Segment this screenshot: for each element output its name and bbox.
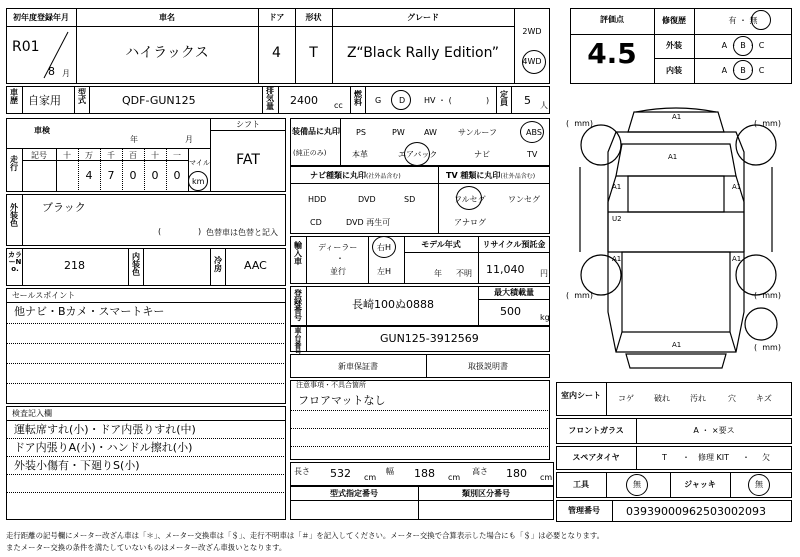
shape-label: 形状	[305, 13, 322, 22]
fuel-hv-close: )	[486, 96, 490, 105]
new-car-warranty: 新車保証書	[338, 362, 378, 371]
car-diagram	[556, 92, 796, 378]
exterior-grades: A ・ B ・ C	[721, 41, 765, 50]
spare-kit: 修理 KIT	[698, 453, 730, 462]
damage-mark: A1	[672, 113, 682, 121]
person-unit: 人	[540, 101, 548, 110]
mm-label: ( mm)	[754, 119, 781, 128]
footer-line-1: 走行距離の記号欄にメーター改ざん車は「＊」、メーター交換車は「＄」、走行不明車は「＃」を記入してください。メーター交換で合算表示した場合にも「＄」は必要となります。	[6, 531, 605, 540]
mgmt-number: 03939000962503002093	[626, 505, 766, 518]
equip-abs: ABS	[526, 128, 542, 137]
digit-value: 0	[129, 169, 137, 182]
divider	[6, 323, 286, 324]
divider	[89, 86, 90, 114]
divider	[340, 118, 341, 166]
equip-tv: TV	[527, 150, 538, 159]
interior-label: 内装	[666, 66, 682, 75]
damage-mark: U2	[612, 215, 622, 223]
plate-number: 長崎100ぬ0888	[352, 298, 434, 311]
tv-analog: アナログ	[454, 218, 486, 227]
body-shape: T	[309, 45, 318, 61]
score-value: 4.5	[587, 37, 637, 70]
usage-value: 自家用	[28, 94, 61, 107]
digit-label: 十	[63, 151, 71, 160]
digit-label: 百	[129, 151, 137, 160]
digit-value: 0	[173, 169, 181, 182]
fuel-label: 燃料	[354, 90, 362, 107]
fuel-hv: HV ・ (	[424, 96, 452, 105]
divider	[511, 86, 512, 114]
digit-value: 0	[151, 169, 159, 182]
divider	[290, 183, 550, 184]
width-label: 幅	[386, 467, 394, 476]
equipment-label: 装備品に丸印	[292, 127, 340, 136]
equipment-sub: (純正のみ)	[293, 149, 327, 157]
height-value: 180	[506, 467, 527, 480]
import-label: 輸入車	[294, 241, 302, 266]
reg-month: 8	[48, 65, 55, 78]
repair-selected-circle	[751, 10, 771, 30]
tv-type-label: TV 種類に丸印(社外品含む)	[446, 171, 536, 180]
divider	[654, 34, 792, 35]
divider	[478, 299, 550, 300]
spare-dot: ・	[742, 453, 750, 462]
tv-oneseg: ワンセグ	[508, 195, 540, 204]
model-year-value: 不明	[456, 269, 472, 278]
type-cert-label: 型式指定番号	[330, 489, 378, 498]
grade-label: グレード	[407, 13, 439, 22]
equip-airbag: エアバック	[398, 150, 438, 159]
nav-hdd: HDD	[308, 195, 327, 204]
symbol-label: 記号	[31, 151, 47, 160]
seat-burn: コゲ	[618, 394, 634, 403]
divider	[612, 500, 613, 522]
car-name: ハイラックス	[125, 45, 209, 61]
nav-dvd: DVD	[358, 195, 376, 204]
capacity-value: 5	[524, 94, 531, 107]
digit-label: 一	[173, 151, 181, 160]
header-divider	[6, 26, 514, 27]
divider	[22, 86, 23, 114]
grade-value: Z“Black Rally Edition”	[347, 45, 499, 61]
inspector-line: 運転席すれ(小)・ドア内張りすれ(中)	[14, 423, 196, 436]
cc-unit: cc	[334, 101, 343, 110]
divider	[306, 326, 307, 352]
divider	[365, 86, 366, 114]
glass-label: フロントガラス	[568, 426, 624, 435]
notes-box	[290, 380, 550, 460]
divider	[210, 248, 211, 286]
divider	[6, 383, 286, 384]
divider	[6, 456, 286, 457]
divider	[6, 343, 286, 344]
damage-mark: A1	[612, 183, 622, 191]
inspector-label: 検査記入欄	[12, 409, 52, 418]
divider	[210, 130, 286, 131]
model-label: 型式	[78, 88, 86, 105]
tv-fullseg: フルセグ	[454, 195, 486, 204]
seat-dirt: 汚れ	[690, 394, 706, 403]
divider	[6, 148, 210, 149]
mgmt-label: 管理番号	[568, 506, 600, 515]
drive-4wd: 4WD	[522, 57, 542, 66]
seat-hole: 穴	[728, 394, 736, 403]
fuel-d: D	[399, 96, 406, 105]
equip-aw: AW	[424, 128, 437, 137]
mm-label: ( mm)	[754, 291, 781, 300]
divider	[74, 86, 75, 114]
divider	[6, 363, 286, 364]
ac-value: AAC	[244, 259, 267, 272]
divider	[6, 492, 286, 493]
nav-sd: SD	[404, 195, 416, 204]
seat-tear: 破れ	[654, 394, 670, 403]
divider	[6, 302, 286, 303]
notes-label: 注意事項・不具合箇所	[296, 381, 366, 389]
shift-label: シフト	[236, 120, 260, 129]
divider	[6, 474, 286, 475]
import-dealer: ディーラー	[318, 243, 358, 252]
divider	[290, 410, 550, 411]
divider	[438, 166, 439, 234]
height-unit: cm	[540, 473, 553, 482]
shift-value: FAT	[236, 152, 260, 168]
displacement-value: 2400	[290, 94, 318, 107]
chassis-label: 車台番号	[294, 327, 302, 356]
height-label: 高さ	[472, 467, 488, 476]
jack-label: ジャッキ	[684, 480, 716, 489]
interior-grades: A ・ B ・ C	[721, 66, 765, 75]
door-count: 4	[272, 45, 281, 61]
divider	[606, 472, 607, 498]
divider	[350, 86, 351, 114]
max-load-label: 最大積載量	[494, 288, 534, 297]
divider	[654, 58, 792, 59]
mm-label: ( mm)	[566, 119, 593, 128]
color-value: ブラック	[42, 201, 86, 214]
length-value: 532	[330, 467, 351, 480]
digit-label: 万	[85, 151, 93, 160]
reg-era: R01	[12, 39, 40, 55]
divider	[570, 34, 654, 35]
color-code-label: カラーNo.	[8, 251, 22, 273]
tools-label: 工具	[573, 480, 589, 489]
divider	[636, 446, 637, 470]
equip-nav: ナビ	[474, 150, 490, 159]
digit-value: 4	[85, 169, 93, 182]
divider	[6, 420, 286, 421]
jack-value: 無	[755, 480, 763, 489]
tools-value: 無	[633, 480, 641, 489]
capacity-label: 定員	[500, 90, 508, 107]
divider	[22, 160, 188, 161]
equip-leather: 本革	[352, 150, 368, 159]
color-code: 218	[64, 259, 85, 272]
equip-pw: PW	[392, 128, 405, 137]
model-code: QDF-GUN125	[122, 94, 196, 107]
divider	[496, 86, 497, 114]
damage-mark: A1	[612, 255, 622, 263]
divider	[306, 236, 307, 284]
seat-label: 室内シート	[561, 391, 601, 400]
spare-label: スペアタイヤ	[572, 453, 620, 462]
equip-ps: PS	[356, 128, 366, 137]
damage-mark: A1	[732, 255, 742, 263]
recycle-label: リサイクル預託金	[482, 240, 546, 249]
divider	[143, 248, 144, 286]
divider	[514, 8, 515, 84]
divider	[306, 286, 307, 326]
km-label: km	[192, 177, 205, 186]
divider	[128, 248, 129, 286]
usage-label: 車歴	[10, 88, 18, 105]
abs-selected-circle	[520, 121, 544, 143]
notes-text: フロアマットなし	[298, 394, 386, 407]
interior-color-label: 内装色	[132, 252, 140, 277]
color-paren-open: (	[158, 227, 162, 236]
damage-mark: A1	[732, 183, 742, 191]
model-year-unit: 年	[434, 269, 442, 278]
damage-mark: A1	[668, 153, 678, 161]
divider	[290, 446, 550, 447]
recycle-value: 11,040	[486, 263, 525, 276]
import-parallel: 並行	[330, 267, 346, 276]
equip-sunroof: サンルーフ	[458, 128, 497, 137]
width-value: 188	[414, 467, 435, 480]
exterior-selected-circle	[733, 36, 753, 56]
divider	[6, 438, 286, 439]
digit-label: 十	[151, 151, 159, 160]
door-label: ドア	[268, 13, 285, 22]
model-year-label: モデル年式	[421, 240, 461, 249]
drive-2wd: 2WD	[522, 27, 542, 36]
registration-label: 登録番号	[294, 289, 302, 322]
footer-line-2: またメーター交換の条件を満たしていないものはメーター改ざん車扱いとなります。	[6, 543, 287, 552]
color-note: 色替車は色替と記入	[206, 228, 278, 237]
digit-value: 7	[107, 169, 115, 182]
divider	[22, 248, 23, 286]
exterior-label: 外装	[666, 41, 682, 50]
right-handle-selected-circle	[372, 236, 396, 258]
divider	[368, 236, 369, 284]
inspector-line: ドア内張りA(小)・ハンドル擦れ(小)	[14, 441, 193, 454]
displacement-label: 排気量	[266, 86, 274, 111]
spare-missing: 欠	[762, 453, 770, 462]
manual: 取扱説明書	[468, 362, 508, 371]
mm-label: ( mm)	[566, 291, 593, 300]
fuel-g: G	[375, 96, 382, 105]
shaken-label: 車検	[34, 126, 50, 135]
left-handle: 左H	[377, 267, 392, 276]
divider	[606, 382, 607, 416]
damage-mark: A1	[672, 341, 682, 349]
nav-cd: CD	[310, 218, 322, 227]
inspector-line: 外装小傷有・下廻りS(小)	[14, 459, 140, 472]
shaken-month-unit: 月	[185, 135, 193, 144]
car-outline	[556, 92, 796, 378]
digit-label: 千	[107, 151, 115, 160]
divider	[262, 86, 263, 114]
yen-unit: 円	[540, 269, 548, 278]
divider	[404, 252, 550, 253]
color-label: 外装色	[10, 203, 18, 228]
sales-label: セールスポイント	[12, 291, 76, 300]
glass-options: A ・ ×要ス	[693, 426, 735, 435]
fullseg-selected-circle	[456, 186, 482, 210]
nav-dvd-play: DVD 再生可	[346, 218, 391, 227]
mileage-label: 走行	[10, 155, 18, 172]
repair-options: 有 ・ 無	[728, 16, 758, 25]
spare-t: T	[662, 453, 667, 462]
seat-scratch: キズ	[756, 394, 772, 403]
mile-label: マイル	[189, 159, 210, 167]
divider	[290, 500, 554, 501]
right-handle: 右H	[377, 243, 392, 252]
car-name-label: 車名	[159, 13, 175, 22]
interior-selected-circle	[733, 60, 753, 80]
score-label: 評価点	[600, 15, 624, 24]
max-load-value: 500	[500, 305, 521, 318]
divider	[225, 248, 226, 286]
length-label: 長さ	[294, 467, 310, 476]
mm-label: ( mm)	[754, 343, 781, 352]
spare-dot: ・	[682, 453, 690, 462]
reg-month-unit: 月	[62, 69, 70, 78]
divider	[278, 86, 279, 114]
sales-text: 他ナビ・Bカメ・スマートキー	[14, 305, 165, 318]
nav-type-label: ナビ種類に丸印(社外品含む)	[310, 171, 401, 180]
airbag-selected-circle	[404, 142, 430, 166]
import-dot: ・	[336, 254, 344, 263]
reg-year-label: 初年度登録年月	[13, 13, 69, 22]
divider	[290, 428, 550, 429]
divider	[730, 472, 731, 498]
chassis-number: GUN125-3912569	[380, 332, 479, 345]
kg-unit: kg	[540, 313, 550, 322]
fuel-selected-circle	[391, 90, 411, 110]
length-unit: cm	[364, 473, 377, 482]
divider	[22, 194, 23, 246]
category-label: 類別区分番号	[462, 489, 510, 498]
ac-label: 冷房	[214, 256, 222, 273]
width-unit: cm	[448, 473, 461, 482]
repair-label: 修復歴	[662, 16, 686, 25]
shaken-year-unit: 年	[130, 135, 138, 144]
color-paren-close: )	[198, 227, 202, 236]
